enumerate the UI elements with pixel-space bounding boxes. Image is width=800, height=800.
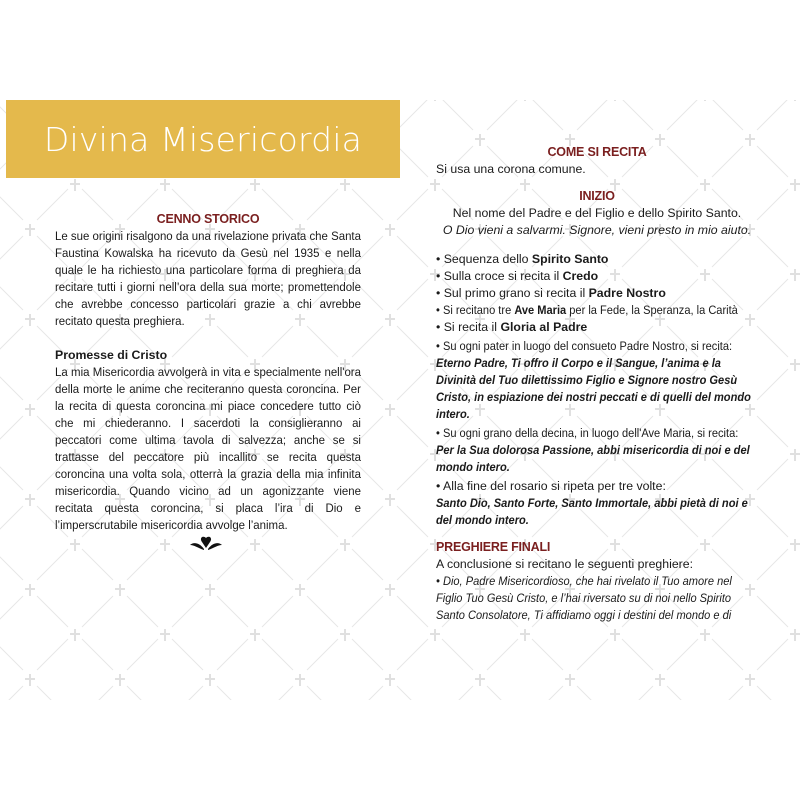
recitation-column [436, 144, 758, 624]
page-title: Divina Misericordia [43, 119, 363, 159]
pater-intro: • Su ogni pater in luogo del consueto Padre Nostro, si recita: [436, 339, 733, 353]
history-text: Le sue origini risalgono da una rivelazione privata che Santa Faustina Kowalska ha ricevuto da Gesù nel 1935 e nella quale le ha richiesto una particolare forma di preghiera da recitare tutti i giorni nell’ora della sua morte; promettendole che avrebbe concesso particolari grazie a chi avrebbe recitato questa preghiera. [55, 229, 361, 328]
history-heading: CENNO STORICO [156, 212, 260, 226]
end-prayer: Santo Dio, Santo Forte, Santo Immortale, abbi pietà di noi e del mondo intero. [436, 496, 748, 527]
list-item: • Sul primo grano si recita il Padre Nostro [436, 286, 666, 300]
how-heading: COME SI RECITA [547, 145, 647, 159]
start-line-1: Nel nome del Padre e del Figlio e dello Spirito Santo. [452, 206, 742, 220]
start-heading: INIZIO [579, 189, 615, 203]
grain-prayer: Per la Sua dolorosa Passione, abbi misericordia di noi e del mondo intero. [436, 443, 750, 474]
promises-title: Promesse di Cristo [55, 348, 168, 362]
steps-list [436, 251, 758, 336]
list-item: • Sulla croce si recita il Credo [436, 269, 599, 283]
how-text: Si usa una corona comune. [436, 162, 586, 176]
final-heading: PREGHIERE FINALI [436, 540, 551, 554]
start-line-2: O Dio vieni a salvarmi. Signore, vieni presto in mio aiuto. [442, 223, 752, 237]
title-banner [6, 100, 400, 178]
fleuron-icon [189, 536, 223, 552]
final-prayer: • Dio, Padre Misericordioso, che hai rivelato il Tuo amore nel Figlio Tuo Gesù Cristo, e l’hai riversato su di noi nello Spirito Santo Consolatore, Ti affidiamo oggi i destini del mondo e di [436, 574, 732, 622]
promises-text: La mia Misericordia avvolgerà in vita e specialmente nell'ora della morte le anime che reciteranno questa coroncina. Per la recita di questa coroncina mi piace concedere tutto ciò che mi chiederanno. I sacerdoti la consiglieranno ai peccatori come ultima tavola di salvezza; anche se si trattasse del peccatore più incallito se recita questa coroncina una volta sola, otterrà la grazia della mia infinita misericordia. Quando vicino ad un agonizzante viene recitata questa coroncina, si placa l’ira di Dio e l’imperscrutabile misericordia avvolge l’anima. [55, 365, 361, 532]
list-item: • Sequenza dello Spirito Santo [436, 252, 609, 266]
list-item: • Si recitano tre Ave Maria per la Fede, la Speranza, la Carità [436, 303, 738, 317]
history-column [55, 211, 361, 534]
grain-intro: • Su ogni grano della decina, in luogo dell'Ave Maria, si recita: [436, 426, 739, 440]
end-intro: • Alla fine del rosario si ripeta per tre volte: [436, 479, 666, 493]
final-intro: A conclusione si recitano le seguenti preghiere: [436, 557, 694, 571]
pater-prayer: Eterno Padre, Ti offro il Corpo e il Sangue, l’anima e la Divinità del Tuo dilettissimo Figlio e Signore nostro Gesù Cristo, in espiazione dei nostri peccati e di quelli del mondo intero. [436, 356, 751, 421]
list-item: • Si recita il Gloria al Padre [436, 320, 588, 334]
